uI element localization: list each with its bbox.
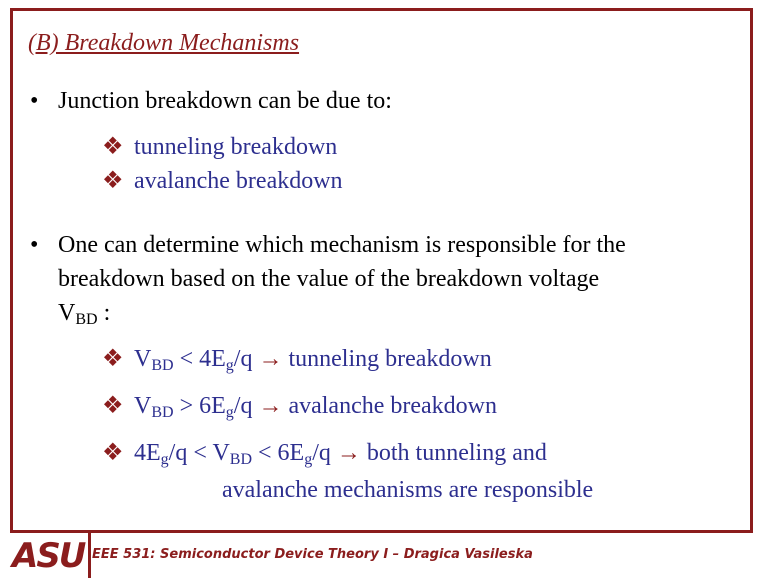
bullet-dot: • xyxy=(30,232,39,258)
diamond-icon: ❖ xyxy=(102,134,124,160)
diamond-icon: ❖ xyxy=(102,440,124,466)
bullet-text-line1: One can determine which mechanism is responsible for the xyxy=(58,232,626,258)
bullet-text: Junction breakdown can be due to: xyxy=(58,88,392,114)
arrow-icon: → xyxy=(336,440,361,466)
bullet-text-line3: $V_{BD}$ : xyxy=(58,300,111,328)
condition-avalanche: ❖ $V_{BD} > 6E_g/q$ → avalanche breakdown xyxy=(102,389,497,430)
diamond-icon: ❖ xyxy=(102,393,124,419)
footer-course-text: EEE 531: Semiconductor Device Theory I – Dragica Vasileska xyxy=(92,547,533,562)
arrow-icon: → xyxy=(258,393,283,419)
sub-item-tunneling: ❖ tunneling breakdown xyxy=(102,130,337,164)
slide-title: (B) Breakdown Mechanisms xyxy=(28,30,300,56)
condition-both-line2: avalanche mechanisms are responsible xyxy=(222,477,594,503)
arrow-icon: → xyxy=(258,346,283,372)
footer-divider xyxy=(88,533,91,578)
asu-logo: ASU xyxy=(12,536,85,576)
bullet-text-line2: breakdown based on the value of the breakdown voltage xyxy=(58,266,600,292)
diamond-icon: ❖ xyxy=(102,168,124,194)
diamond-icon: ❖ xyxy=(102,346,124,372)
condition-both: ❖ $4E_g/q < V_{BD} < 6E_g/q$ → both tunneling and xyxy=(102,436,547,477)
bullet-dot: • xyxy=(30,88,39,114)
sub-item-avalanche: ❖ avalanche breakdown xyxy=(102,164,343,198)
condition-tunneling: ❖ $V_{BD} < 4E_g/q$ → tunneling breakdown xyxy=(102,342,492,383)
